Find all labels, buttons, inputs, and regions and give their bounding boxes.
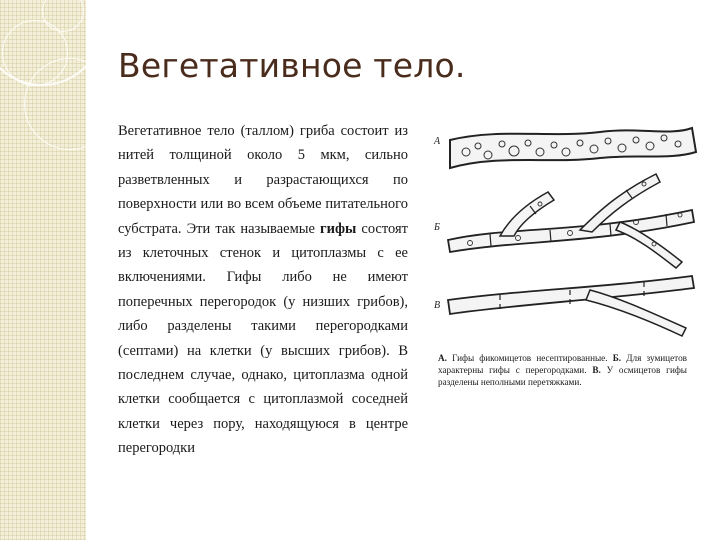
body-term-hyphae: гифы	[320, 220, 357, 237]
figure-caption	[438, 352, 687, 388]
figure-label-c: В	[434, 300, 441, 311]
body-text-part-2: состоят из клеточных стенок и цитоплазмы с ее включениями. Гифы либо не имеют поперечных перегородок (у низших грибов), либо разделены такими перегородками (септами) на клетки (у высших грибов). В последнем случае, однако, цитоплазма одной клетки сообщается с цитоплазмой соседней клетки через пору, находящуюся в центре перегородки	[118, 220, 408, 457]
caption-text-c: У осмицетов гифы разделены неполными перетяжками.	[438, 365, 687, 387]
hypha-c-branch	[586, 290, 686, 336]
hypha-a-tube	[450, 128, 696, 168]
caption-text-b: Для зумицетов характерны гифы с перегородками.	[438, 353, 687, 375]
caption-label-a: А.	[438, 353, 447, 363]
figure-label-b: Б	[434, 222, 440, 233]
caption-label-b: Б.	[612, 353, 622, 363]
hypha-c-main	[448, 276, 694, 314]
hyphae-drawing	[430, 122, 702, 340]
caption-text-a: Гифы фикомицетов несептированные.	[446, 353, 613, 363]
figure-label-a: А	[434, 136, 441, 147]
caption-label-c: В.	[592, 365, 601, 375]
slide-title: Вегетативное тело.	[118, 46, 466, 85]
hyphae-illustration	[430, 122, 702, 340]
decorative-side-strip	[0, 0, 86, 540]
body-paragraph	[118, 119, 408, 461]
body-text-part-1: Вегетативное тело (таллом) гриба состоит из нитей толщиной около 5 мкм, сильно разветвленных и разрастающихся по поверхности или во всем объеме питательного субстрата. Эти так называемые	[118, 123, 408, 237]
